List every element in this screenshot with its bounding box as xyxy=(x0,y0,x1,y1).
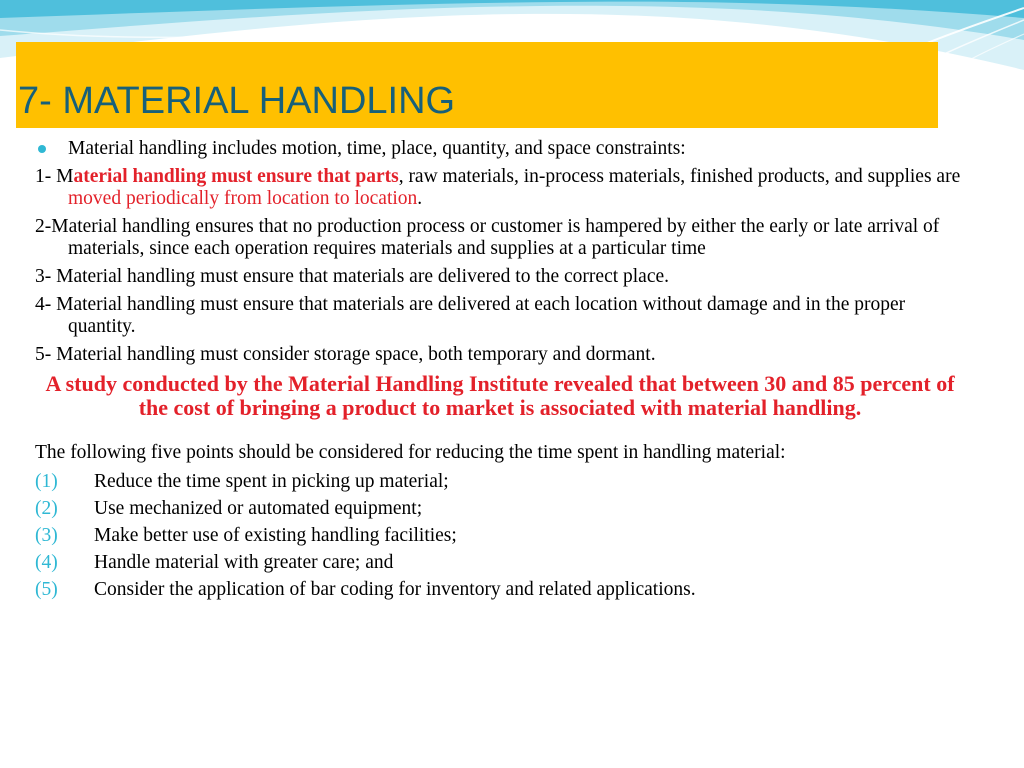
numbered-paragraph-1 xyxy=(35,166,965,210)
list-text: Consider the application of bar coding for inventory and related applications. xyxy=(94,579,696,600)
slide-title: 7- MATERIAL HANDLING xyxy=(18,80,456,122)
list-number: (2) xyxy=(35,498,58,519)
bullet-text: Material handling includes motion, time, place, quantity, and space constraints: xyxy=(68,138,686,159)
list-item xyxy=(35,549,965,576)
list-text: Reduce the time spent in picking up material; xyxy=(94,471,449,492)
numbered-paragraph-2: 2-Material handling ensures that no production process or customer is hampered by either the early or late arrival of materials, since each operation requires materials and supplies at a particular time xyxy=(35,216,940,259)
item1-bold-red-text: aterial handling must ensure that parts xyxy=(73,166,399,187)
item1-middle-text: , raw materials, in-process materials, finished products, and supplies are xyxy=(398,166,961,187)
slide-content xyxy=(35,138,965,603)
list-number: (1) xyxy=(35,471,58,492)
item1-prefix: 1- M xyxy=(35,166,74,187)
bullet-item xyxy=(35,138,965,160)
highlight-statement: A study conducted by the Material Handling Institute revealed that between 30 and 85 percent of the cost of bringing a product to market is associated with material handling. xyxy=(45,371,955,420)
item1-end: . xyxy=(417,188,423,209)
list-number: (5) xyxy=(35,579,58,600)
list-text: Make better use of existing handling facilities; xyxy=(94,525,457,546)
numbered-paragraph-5: 5- Material handling must consider storage space, both temporary and dormant. xyxy=(35,344,656,365)
list-number: (4) xyxy=(35,552,58,573)
list-item xyxy=(35,468,965,495)
list-item xyxy=(35,522,965,549)
points-intro: The following five points should be considered for reducing the time spent in handling material: xyxy=(35,442,786,463)
numbered-paragraph-4: 4- Material handling must ensure that materials are delivered at each location without damage and in the proper quantity. xyxy=(35,294,906,337)
item1-red-text: moved periodically from location to location xyxy=(68,188,418,209)
list-item xyxy=(35,495,965,522)
list-item xyxy=(35,576,965,603)
list-text: Use mechanized or automated equipment; xyxy=(94,498,423,519)
bullet-dot-icon xyxy=(38,145,46,153)
numbered-paragraph-3: 3- Material handling must ensure that materials are delivered to the correct place. xyxy=(35,266,670,287)
list-number: (3) xyxy=(35,525,58,546)
list-text: Handle material with greater care; and xyxy=(94,552,394,573)
